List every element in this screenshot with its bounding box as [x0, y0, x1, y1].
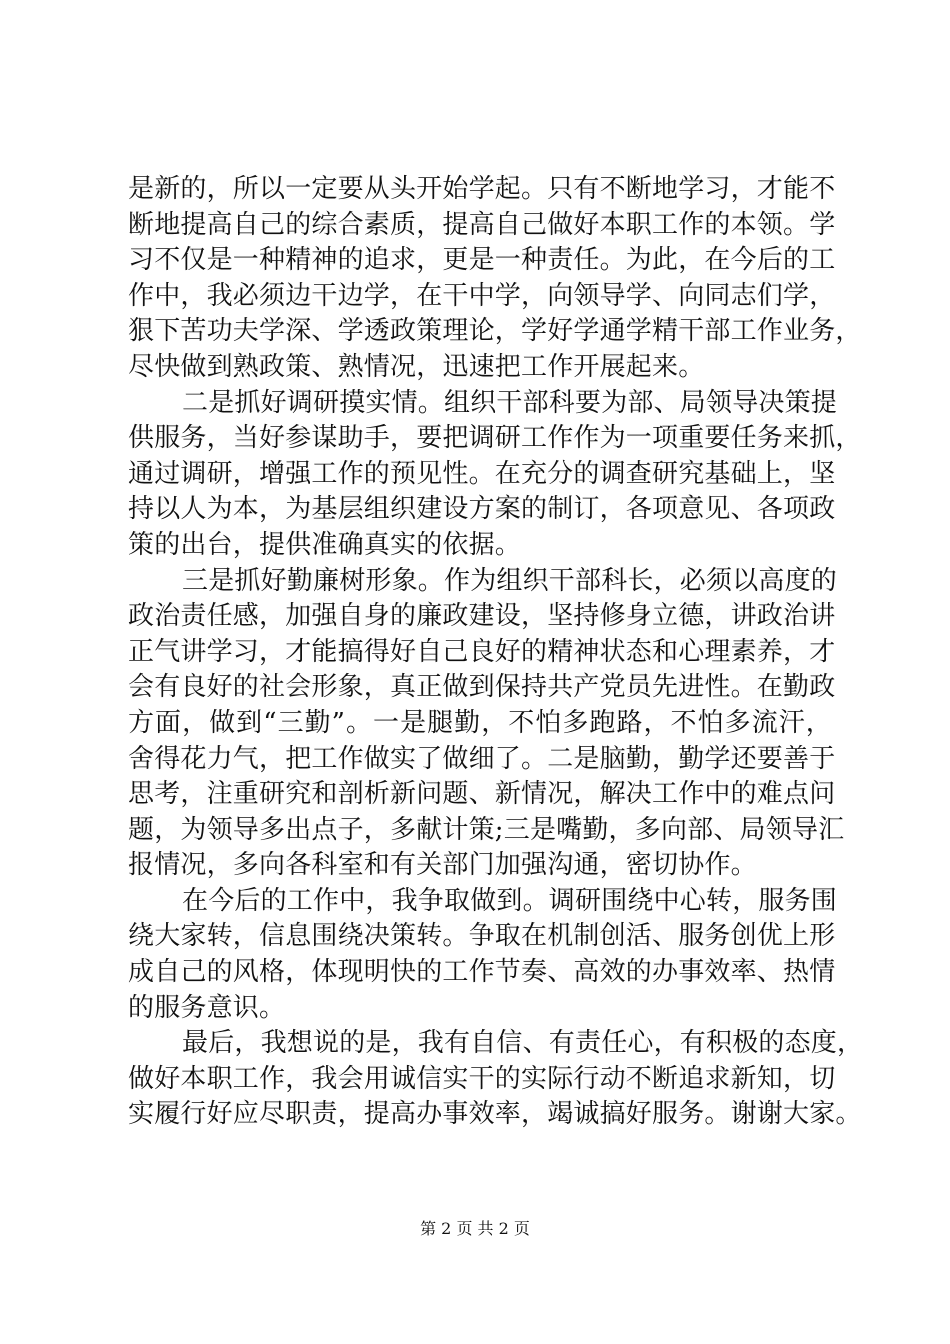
- text-line: 供服务，当好参谋助手，要把调研工作作为一项重要任务来抓，: [128, 423, 862, 454]
- paragraph-first-line: 三是抓好勤廉树形象。作为组织干部科长，必须以高度的: [182, 565, 838, 596]
- text-line: 思考，注重研究和剖析新问题、新情况，解决工作中的难点问: [128, 779, 836, 810]
- paragraph-first-line: 在今后的工作中，我争取做到。调研围绕中心转，服务围: [182, 885, 838, 916]
- text-line: 习不仅是一种精神的追求，更是一种责任。为此，在今后的工: [128, 245, 836, 276]
- document-body: [128, 172, 864, 1133]
- text-line: 报情况，多向各科室和有关部门加强沟通，密切协作。: [128, 850, 757, 881]
- text-line: 狠下苦功夫学深、学透政策理论，学好学通学精干部工作业务，: [128, 316, 862, 347]
- text-line: 是新的，所以一定要从头开始学起。只有不断地学习，才能不: [128, 174, 836, 204]
- text-line: 断地提高自己的综合素质，提高自己做好本职工作的本领。学: [128, 209, 836, 240]
- text-line: 政治责任感，加强自身的廉政建设，坚持修身立德，讲政治讲: [128, 601, 836, 632]
- text-line: 方面，做到“三勤”。一是腿勤，不怕多跑路，不怕多流汗，: [128, 707, 832, 738]
- page-footer: [0, 1218, 950, 1240]
- text-line: 的服务意识。: [128, 992, 286, 1023]
- text-line: 做好本职工作，我会用诚信实干的实际行动不断追求新知，切: [128, 1063, 836, 1094]
- page-number-label: 第 2 页 共 2 页: [420, 1219, 530, 1238]
- text-line: 绕大家转，信息围绕决策转。争取在机制创活、服务创优上形: [128, 921, 836, 952]
- text-line: 作中，我必须边干边学，在干中学，向领导学、向同志们学，: [128, 280, 836, 311]
- text-line: 尽快做到熟政策、熟情况，迅速把工作开展起来。: [128, 351, 705, 382]
- paragraph-first-line: 二是抓好调研摸实情。组织干部科要为部、局领导决策提: [182, 387, 838, 418]
- text-line: 题，为领导多出点子，多献计策;三是嘴勤，多向部、局领导汇: [128, 814, 845, 845]
- text-line: 通过调研，增强工作的预见性。在充分的调查研究基础上，坚: [128, 458, 836, 489]
- text-line: 策的出台，提供准确真实的依据。: [128, 529, 522, 560]
- text-line: 持以人为本，为基层组织建设方案的制订，各项意见、各项政: [128, 494, 836, 525]
- paragraph-first-line: 最后，我想说的是，我有自信、有责任心，有积极的态度，: [182, 1028, 864, 1059]
- text-line: 正气讲学习，才能搞得好自己良好的精神状态和心理素养，才: [128, 636, 836, 667]
- text-line: 成自己的风格，体现明快的工作节奏、高效的办事效率、热情: [128, 957, 836, 988]
- text-line: 舍得花力气，把工作做实了做细了。二是脑勤，勤学还要善于: [128, 743, 836, 774]
- text-line: 会有良好的社会形象，真正做到保持共产党员先进性。在勤政: [128, 672, 836, 703]
- text-line: 实履行好应尽职责，提高办事效率，竭诚搞好服务。谢谢大家。: [128, 1099, 862, 1130]
